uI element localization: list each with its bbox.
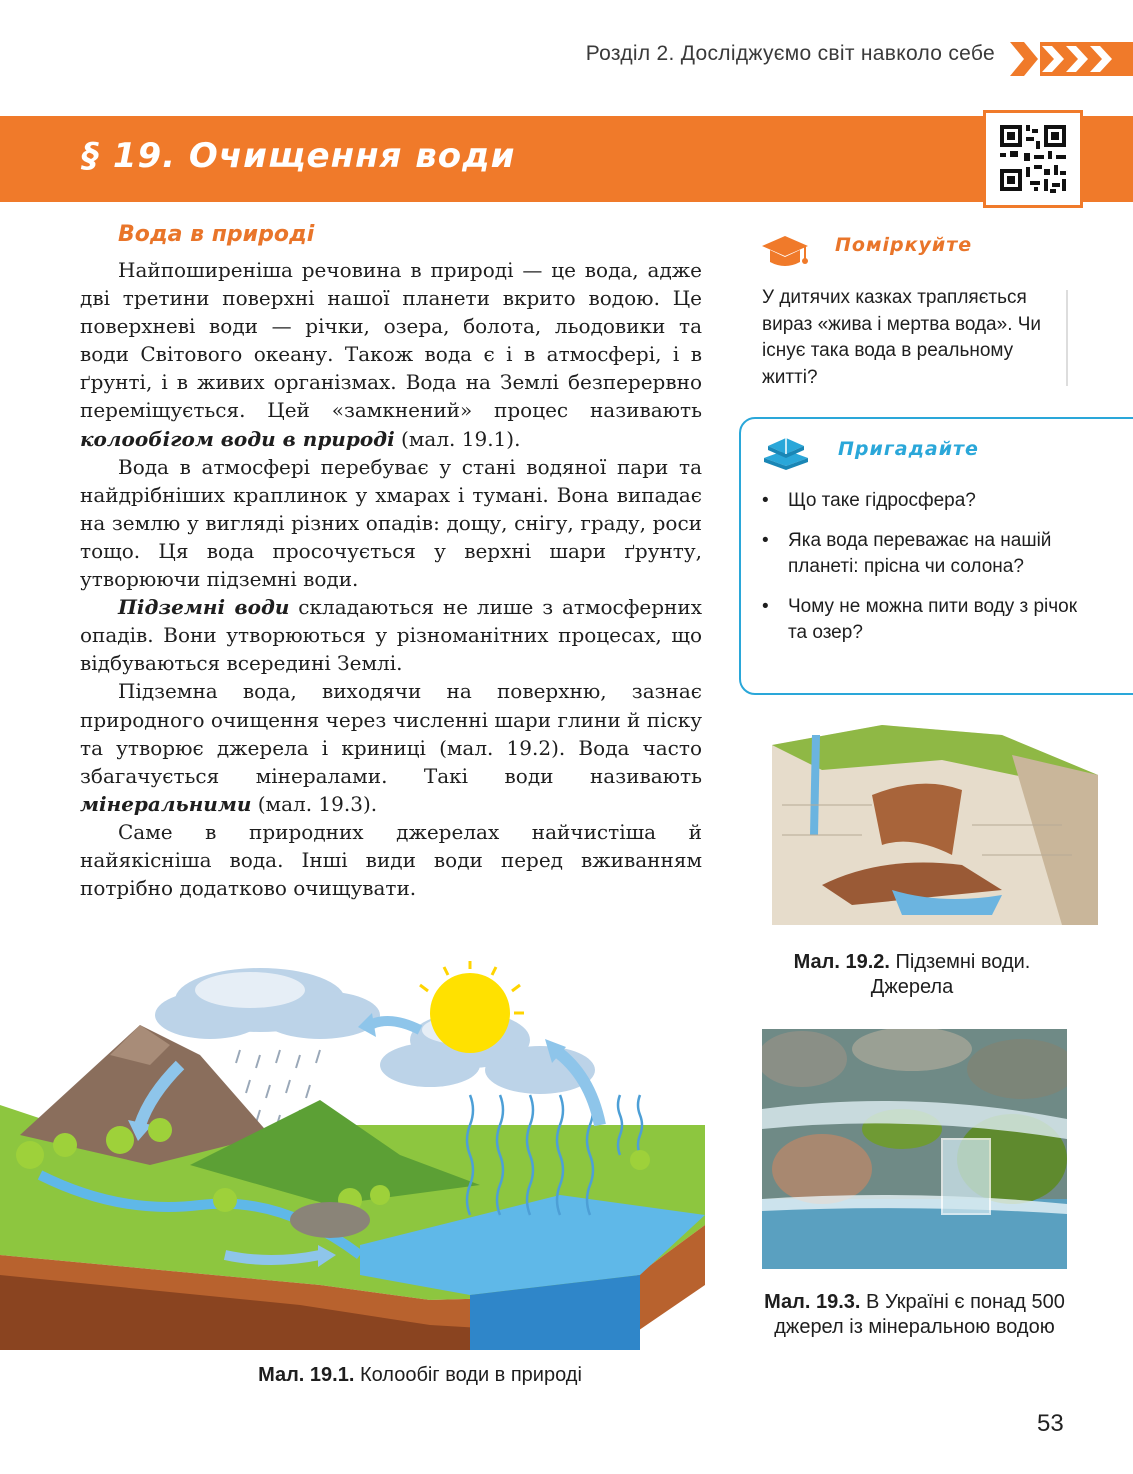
remember-list bbox=[760, 488, 1090, 660]
list-item: • Яка вода переважає на нашій планеті: прісна чи солона? bbox=[760, 528, 1090, 581]
paragraph: Саме в природних джерелах найчистіша й найякісніша вода. Інші види води перед вживанням потрібно додатково очищувати. bbox=[80, 819, 702, 901]
page-number: 53 bbox=[1037, 1410, 1064, 1437]
underground-water-illustration bbox=[762, 715, 1098, 930]
chapter-title: Розділ 2. Досліджуємо світ навколо себе bbox=[585, 42, 995, 65]
paragraph: Підземні води складаються не лише з атмосферних опадів. Вони утворюються у різноманітних процесах, що відбуваються всередині Землі. bbox=[80, 595, 702, 676]
list-item: • Що таке гідросфера? bbox=[760, 488, 1090, 515]
lesson-title: § 19. Очищення води bbox=[82, 136, 516, 176]
figure-caption: Мал. 19.2. Підземні води. Джерела bbox=[793, 951, 1031, 998]
chevron-arrows-icon bbox=[1010, 42, 1133, 76]
graduation-cap-icon bbox=[760, 234, 810, 270]
think-text: У дитячих казках трапляється вираз «жива і мертва вода». Чи існує така вода в реальному житті? bbox=[762, 287, 1042, 388]
divider bbox=[1066, 290, 1068, 386]
think-heading: Поміркуйте bbox=[835, 234, 973, 256]
paragraph: Найпоширеніша речовина в природі — це вода, адже дві третини поверхні нашої планети вкрито водою. Це поверхневі води — річки, озера, болота, льодовики та води Світового океану. Також вода є і в атмосфері, і в ґрунті, і в живих організмах. Вода на Землі безперервно переміщується. Цей «замкнений» процес називають колообігом води в природі (мал. 19.1). bbox=[80, 258, 702, 451]
mineral-spring-photo bbox=[762, 1029, 1067, 1269]
key-term: мінеральними bbox=[80, 791, 252, 816]
figure-caption: Мал. 19.1. Колообіг води в природі bbox=[258, 1364, 582, 1386]
paragraph: Підземна вода, виходячи на поверхню, зазнає природного очищення через численні шари глини й піску та утворює джерела і криниці (мал. 19.2). Вода часто збагачується мінералами. Такі води називають мінеральними (мал. 19.3). bbox=[80, 679, 702, 816]
qr-code-icon[interactable] bbox=[983, 110, 1083, 208]
water-cycle-illustration bbox=[0, 955, 705, 1350]
paragraph: Вода в атмосфері перебуває у стані водяної пари та найдрібніших краплинок у хмарах і тумані. Вона випадає на землю у вигляді різних опадів: дощу, снігу, граду, роси тощо. Ця вода просочується у верхні шари ґрунту, утворюючи підземні води. bbox=[80, 454, 702, 592]
section-heading: Вода в природі bbox=[118, 222, 315, 247]
books-icon bbox=[760, 432, 812, 472]
key-term: Підземні води bbox=[118, 595, 290, 620]
figure-caption: Мал. 19.3. В Україні є понад 500 джерел із мінеральною водою bbox=[764, 1291, 1065, 1338]
main-text bbox=[80, 256, 702, 902]
key-term: колообігом води в природі bbox=[80, 426, 395, 451]
remember-heading: Пригадайте bbox=[838, 438, 979, 460]
list-item: • Чому не можна пити воду з річок та озер? bbox=[760, 594, 1090, 647]
